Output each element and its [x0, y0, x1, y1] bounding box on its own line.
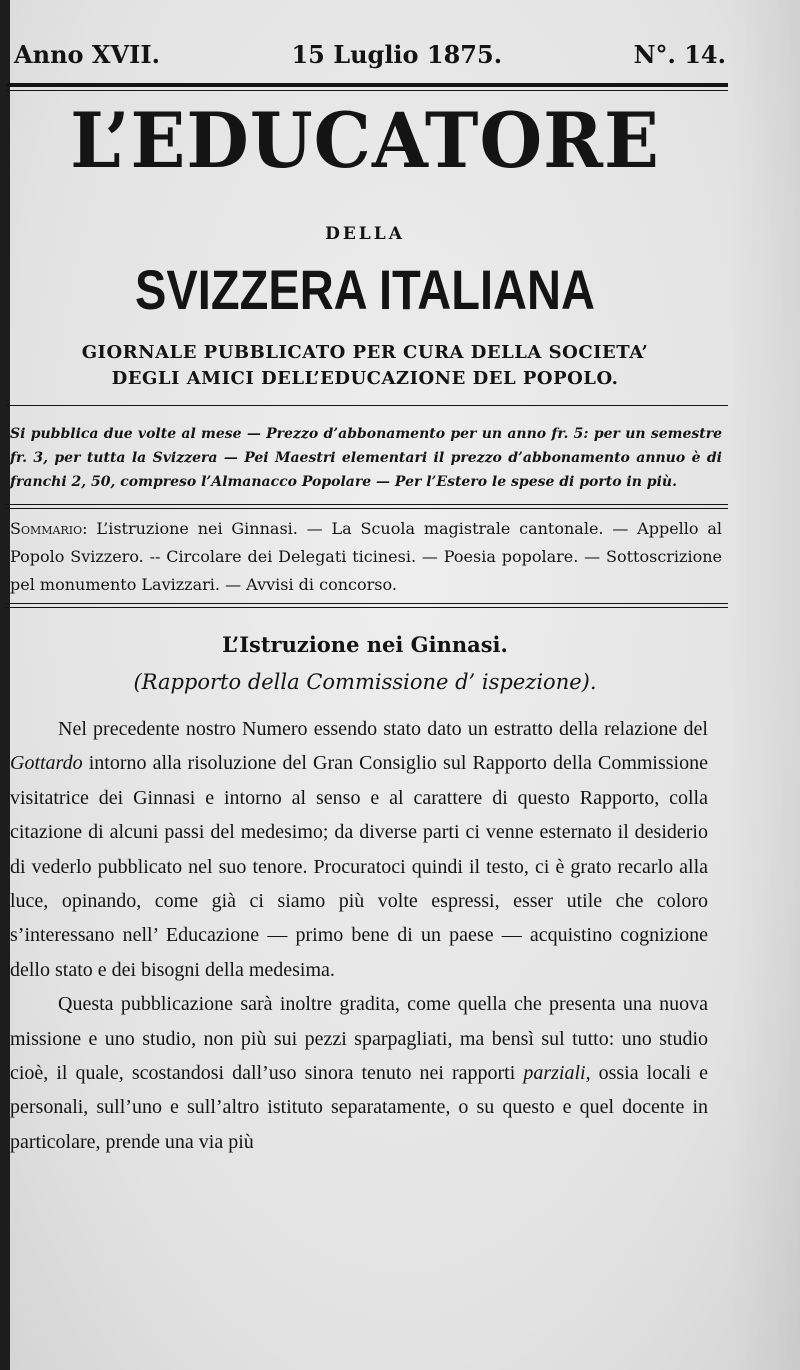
summary-rule-bottom-1	[6, 603, 728, 604]
year-label: Anno XVII.	[14, 40, 160, 69]
summary-rule-bottom-2	[6, 607, 728, 608]
summary	[10, 515, 722, 599]
summary-rule-top-2	[6, 508, 728, 509]
emphasis-parziali: parziali,	[523, 1062, 591, 1085]
issue-number: N°. 14.	[633, 40, 726, 69]
masthead-rule-thin	[6, 90, 728, 91]
article-subtitle: (Rapporto della Commissione d’ ispezione).	[133, 670, 597, 694]
emphasis-gottardo: Gottardo	[10, 752, 83, 775]
summary-text: L’istruzione nei Ginnasi. — La Scuola magistrale cantonale. — Appello al Popolo Svizzero. -- Circolare dei Delegati ticinesi. — Poesia popolare. — Sottoscrizione pel monumento Lavizzari. — Avvisi di concorso.	[10, 519, 722, 594]
article-title: L’Istruzione nei Ginnasi.	[222, 632, 508, 657]
subtitle-rule	[6, 405, 728, 406]
article-body	[10, 712, 708, 1159]
title-connector: DELLA	[325, 224, 405, 244]
issue-date: 15 Luglio 1875.	[291, 40, 503, 69]
title-region: SVIZZERA ITALIANA	[135, 258, 595, 321]
subscription-info: Si pubblica due volte al mese — Prezzo d’abbonamento per un anno fr. 5: per un semestre fr. 3, per tutta la Svizzera — Pei Maestri elementari il prezzo d’abbonamento annuo è di franchi 2, 50, compreso l’Almanacco Popolare — Per l’Estero le spese di porto in più.	[10, 426, 722, 490]
article-paragraph-2: Questa pubblicazione sarà inoltre gradita, come quella che presenta una nuova missione e uno studio, non più sui pezzi sparpagliati, ma bensì sul tutto: uno studio cioè, il quale, scostandosi dall’uso sinora tenuto nei rapporti parziali, ossia locali e personali, sull’uno e sull’altro istituto separatamente, o su questo e quel docente in particolare, prende una via più	[10, 993, 708, 1153]
masthead-topline	[14, 40, 726, 69]
article-paragraph-1: Nel precedente nostro Numero essendo stato dato un estratto della relazione del Gottardo intorno alla risoluzione del Gran Consiglio sul Rapporto della Commissione visitatrice dei Ginnasi e intorno al senso e al carattere di questo Rapporto, colla citazione di alcuni passi del medesimo; da diverse parti ci venne esternato il desiderio di vederlo pubblicato nel suo tenore. Procuratoci quindi il testo, ci è grato recarlo alla luce, opinando, come già ci siamo più volte espressi, esser utile che coloro s’interessano nell’ Educazione — primo bene di un paese — acquistino cognizione dello stato e dei bisogni della medesima.	[10, 718, 708, 981]
subtitle-line-2: DEGLI AMICI DELL’EDUCAZIONE DEL POPOLO.	[111, 368, 619, 389]
masthead-rule-thick	[6, 83, 728, 87]
scan-right-shadow	[730, 0, 800, 1370]
newspaper-title: L’EDUCATORE	[70, 95, 660, 186]
summary-rule-top-1	[6, 504, 728, 505]
summary-label: Sommario:	[10, 519, 88, 538]
subtitle-line-1: GIORNALE PUBBLICATO PER CURA DELLA SOCIETA’	[81, 342, 649, 363]
